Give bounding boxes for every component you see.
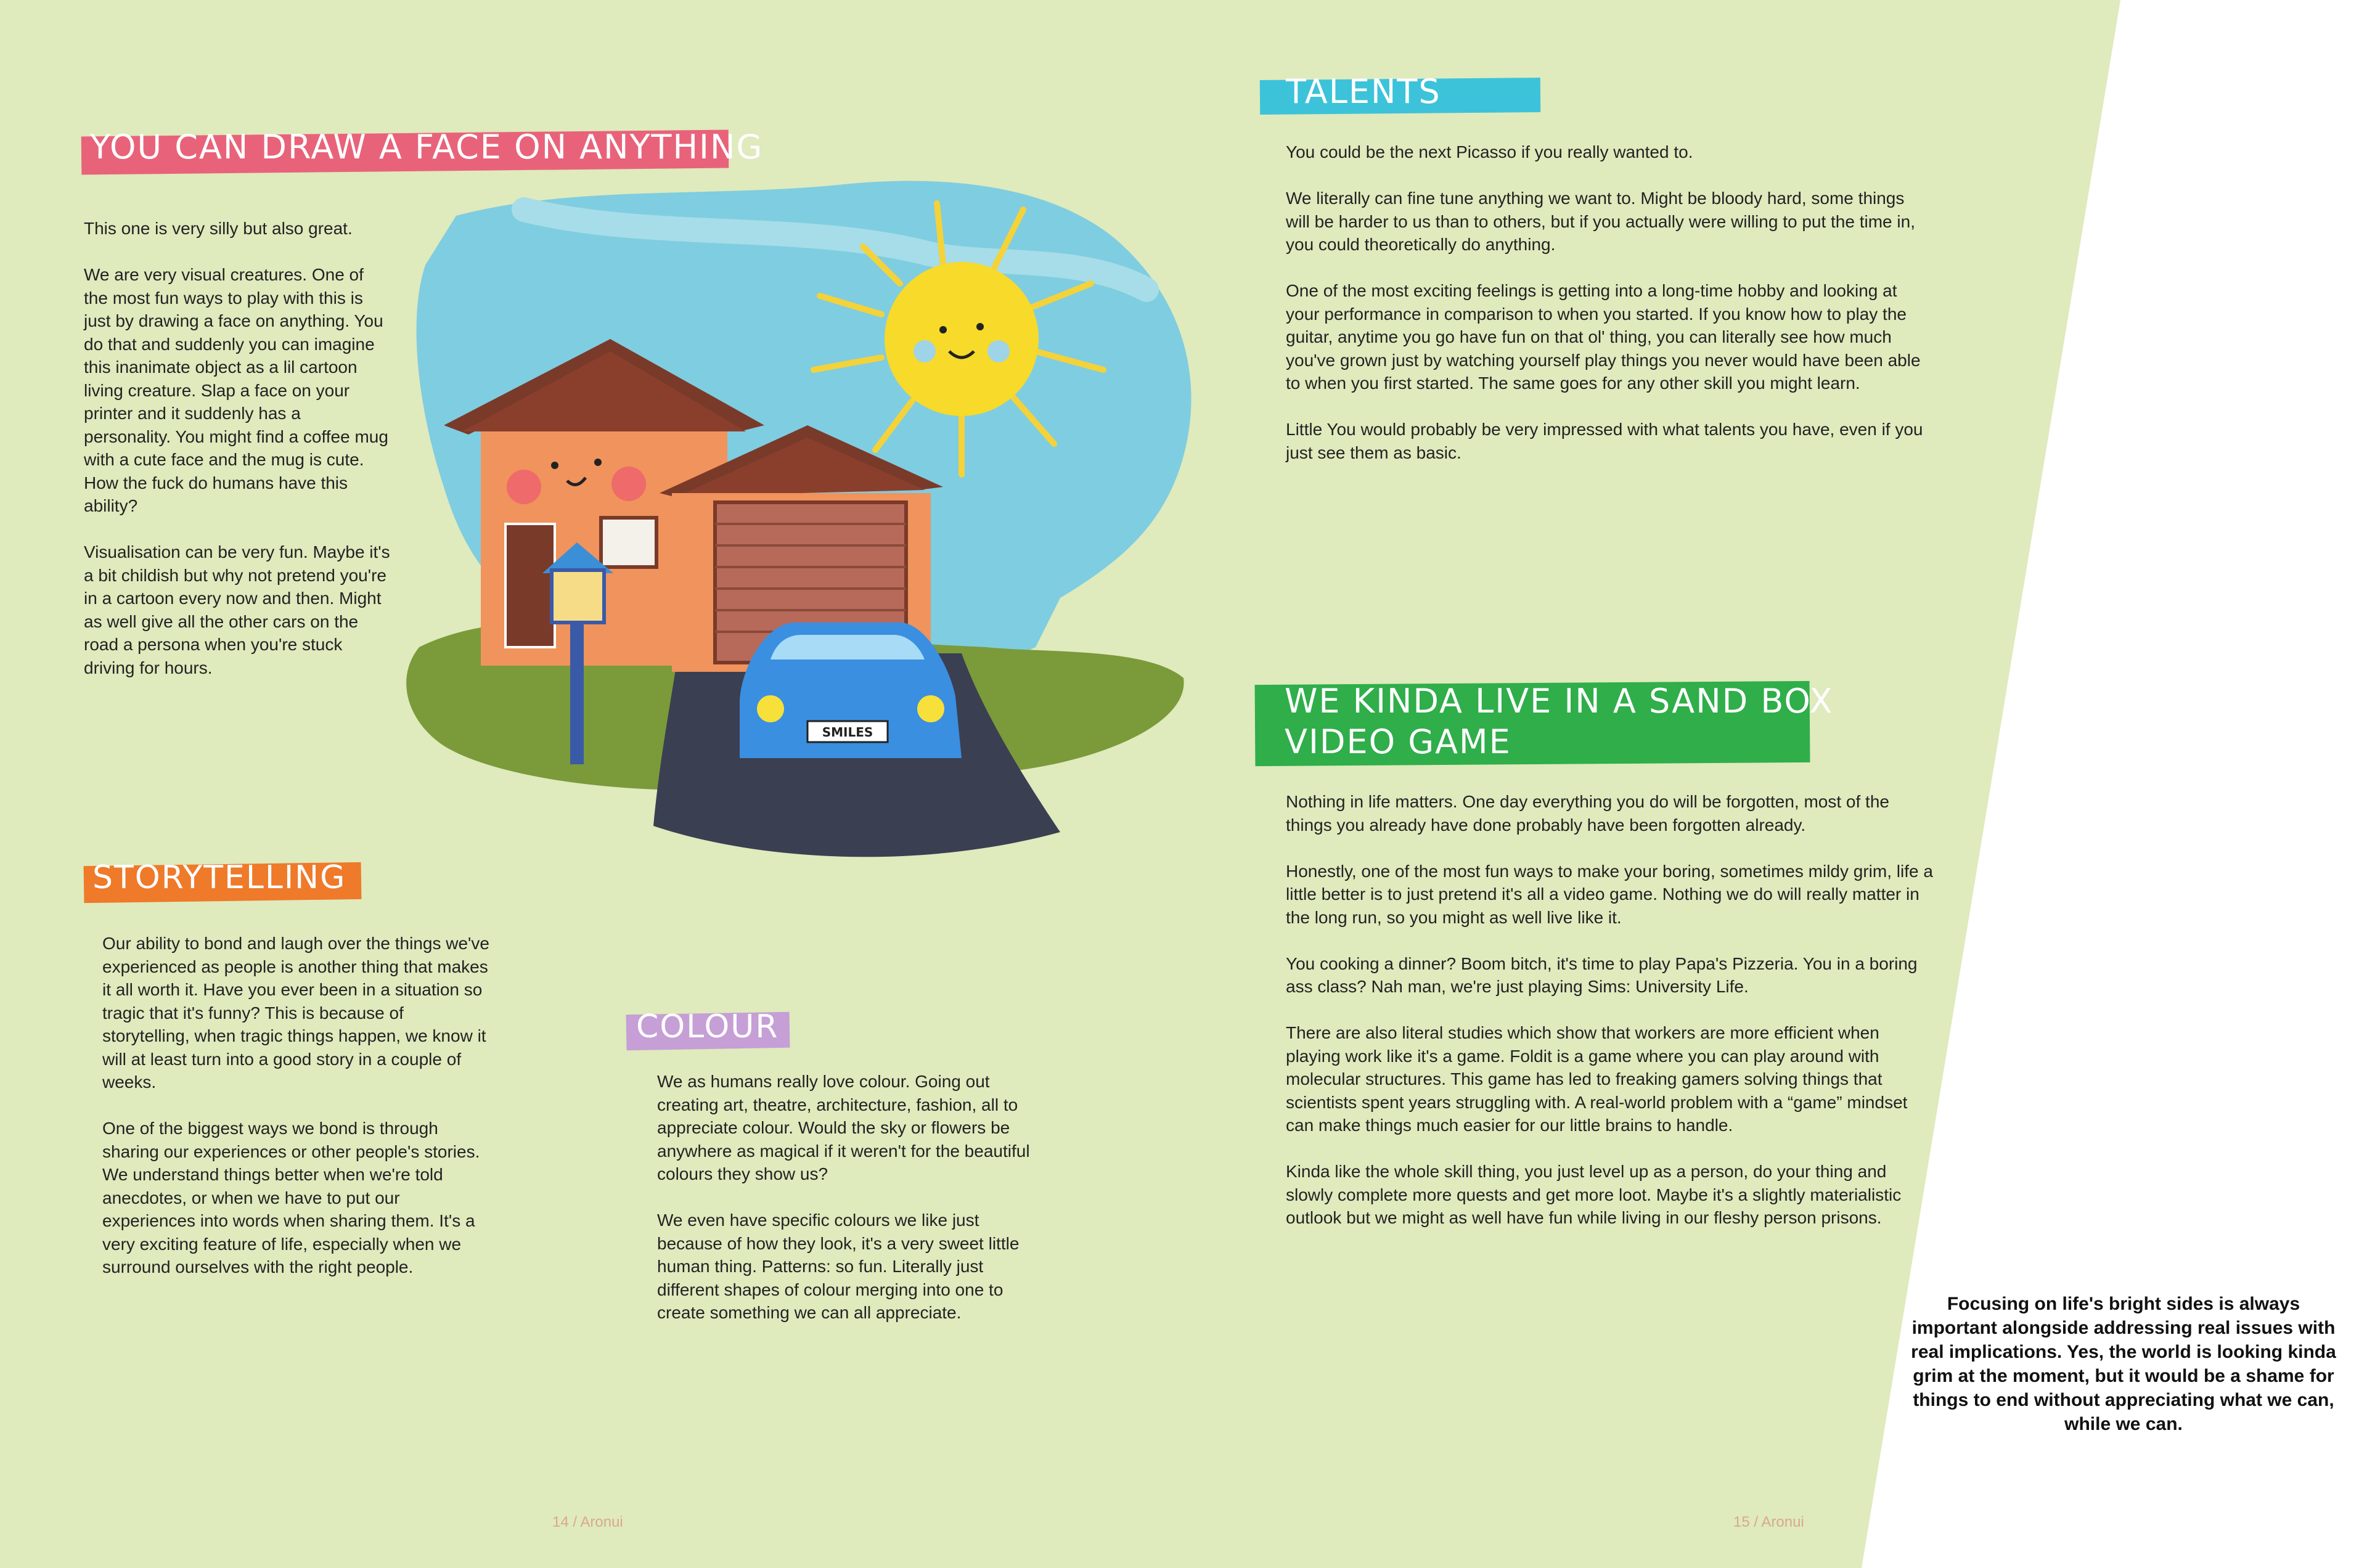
license-plate-text: SMILES	[822, 725, 873, 740]
house-illustration	[370, 166, 1220, 875]
page-number-left: 14 / Aronui	[552, 1514, 623, 1530]
talents-paragraph: We literally can fine tune anything we want to. Might be bloody hard, some things will be harder to us than to others, but if you actually were willing to put the time in, you could theoretically do anything.	[1286, 189, 1915, 254]
sun-face	[885, 262, 1039, 416]
mailbox-post	[570, 616, 584, 764]
face-paragraph: Visualisation can be very fun. Maybe it's a bit childish but why not pretend you're in a cartoon every now and then. Might as well give all the other cars on the road a persona when you're stuck driving for hours.	[84, 542, 390, 677]
talents-paragraph: One of the most exciting feelings is getting into a long-time hobby and looking at your performance in comparison to when you started. If you know how to play the guitar, anytime you go have fun on that ol' thing, you can literally see how much you've grown just by watching yourself play things you never would have been able to when you first started. The same goes for any other skill you might learn.	[1286, 281, 1921, 393]
face-paragraph: We are very visual creatures. One of the most fun ways to play with this is just by drawing a face on anything. You do that and suddenly you can imagine this inanimate object as a lil cartoon living creature. Slap a face on your printer and it suddenly has a personality. You might find a coffee mug with a cute face and the mug is cute. How the fuck do humans have this ability?	[84, 265, 388, 515]
colour-paragraph: We even have specific colours we like just because of how they look, it's a very sweet little human thing. Patterns: so fun. Literally just different shapes of colour merging into one to create something we can all appreciate.	[657, 1211, 1020, 1322]
talents-paragraph: Little You would probably be very impressed with what talents you have, even if you just see them as basic.	[1286, 420, 1923, 462]
sandbox-heading	[1257, 680, 1833, 762]
colour-paragraph: We as humans really love colour. Going out creating art, theatre, architecture, fashion, all to appreciate colour. Would the sky or flowers be anywhere as magical if it weren't for the beautiful colours they show us?	[657, 1072, 1030, 1183]
page-number-right: 15 / Aronui	[1733, 1514, 1804, 1530]
face-text	[84, 217, 392, 703]
sandbox-text	[1286, 790, 1933, 1252]
storytelling-heading: STORYTELLING	[86, 862, 346, 894]
talents-heading: TALENTS	[1262, 75, 1441, 108]
pull-quote: Focusing on life's bright sides is always important alongside addressing real issues with real implications. Yes, the world is looking kinda grim at the moment, but it would be a shame for things to end without appreciating what we can, while we can.	[1911, 1294, 2336, 1434]
face-heading: YOU CAN DRAW A FACE ON ANYTHING	[84, 131, 763, 164]
house-window	[601, 518, 656, 567]
storytelling-paragraph: Our ability to bond and laugh over the things we've experienced as people is another thing that makes it all worth it. Have you ever been in a situation so tragic that it's funny? This is because of storytelling, when tragic things happen, we know it will at least turn into a good story in a couple of weeks.	[102, 934, 489, 1092]
sandbox-heading-line-1: WE KINDA LIVE IN A SAND BOX	[1285, 682, 1834, 721]
storytelling-paragraph: One of the biggest ways we bond is through sharing our experiences or other people's stories. We understand things better when we're told anecdotes, or when we have to put our experiences into words when sharing them. It's a very exciting feature of life, especially when we surround ourselves with the right people.	[102, 1119, 480, 1276]
sandbox-paragraph: Kinda like the whole skill thing, you just level up as a person, do your thing and slowly complete more quests and get more loot. Maybe it's a slightly materialistic outlook but we might as well have fun while living in our fleshy person prisons.	[1286, 1162, 1902, 1227]
storytelling-text	[102, 932, 491, 1302]
sandbox-paragraph: Nothing in life matters. One day everything you do will be forgotten, most of the things you already have done probably have been forgotten already.	[1286, 792, 1889, 835]
face-paragraph: This one is very silly but also great.	[84, 219, 353, 238]
colour-text	[657, 1070, 1045, 1347]
house-door	[505, 524, 555, 647]
sandbox-paragraph: Honestly, one of the most fun ways to make your boring, sometimes mildy grim, life a little better is to just pretend it's all a video game. Nothing we do will really matter in the long run, so you might as well live like it.	[1286, 861, 1933, 927]
mailbox	[552, 570, 604, 623]
talents-text	[1286, 141, 1933, 488]
sandbox-paragraph: There are also literal studies which show that workers are more efficient when playing work like it's a game. Foldit is a game where you can play around with molecular structures. This game has led to freaking gamers solving things that scientists spent years struggling with. A real-world problem with a “game” mindset can make things much easier for our little brains to handle.	[1286, 1023, 1908, 1135]
colour-heading: COLOUR	[629, 1011, 779, 1043]
sandbox-paragraph: You cooking a dinner? Boom bitch, it's time to play Papa's Pizzeria. You in a boring ass class? Nah man, we're just playing Sims: University Life.	[1286, 953, 1918, 996]
talents-paragraph: You could be the next Picasso if you really wanted to.	[1286, 142, 1693, 161]
sandbox-heading-line-2: VIDEO GAME	[1285, 722, 1511, 761]
